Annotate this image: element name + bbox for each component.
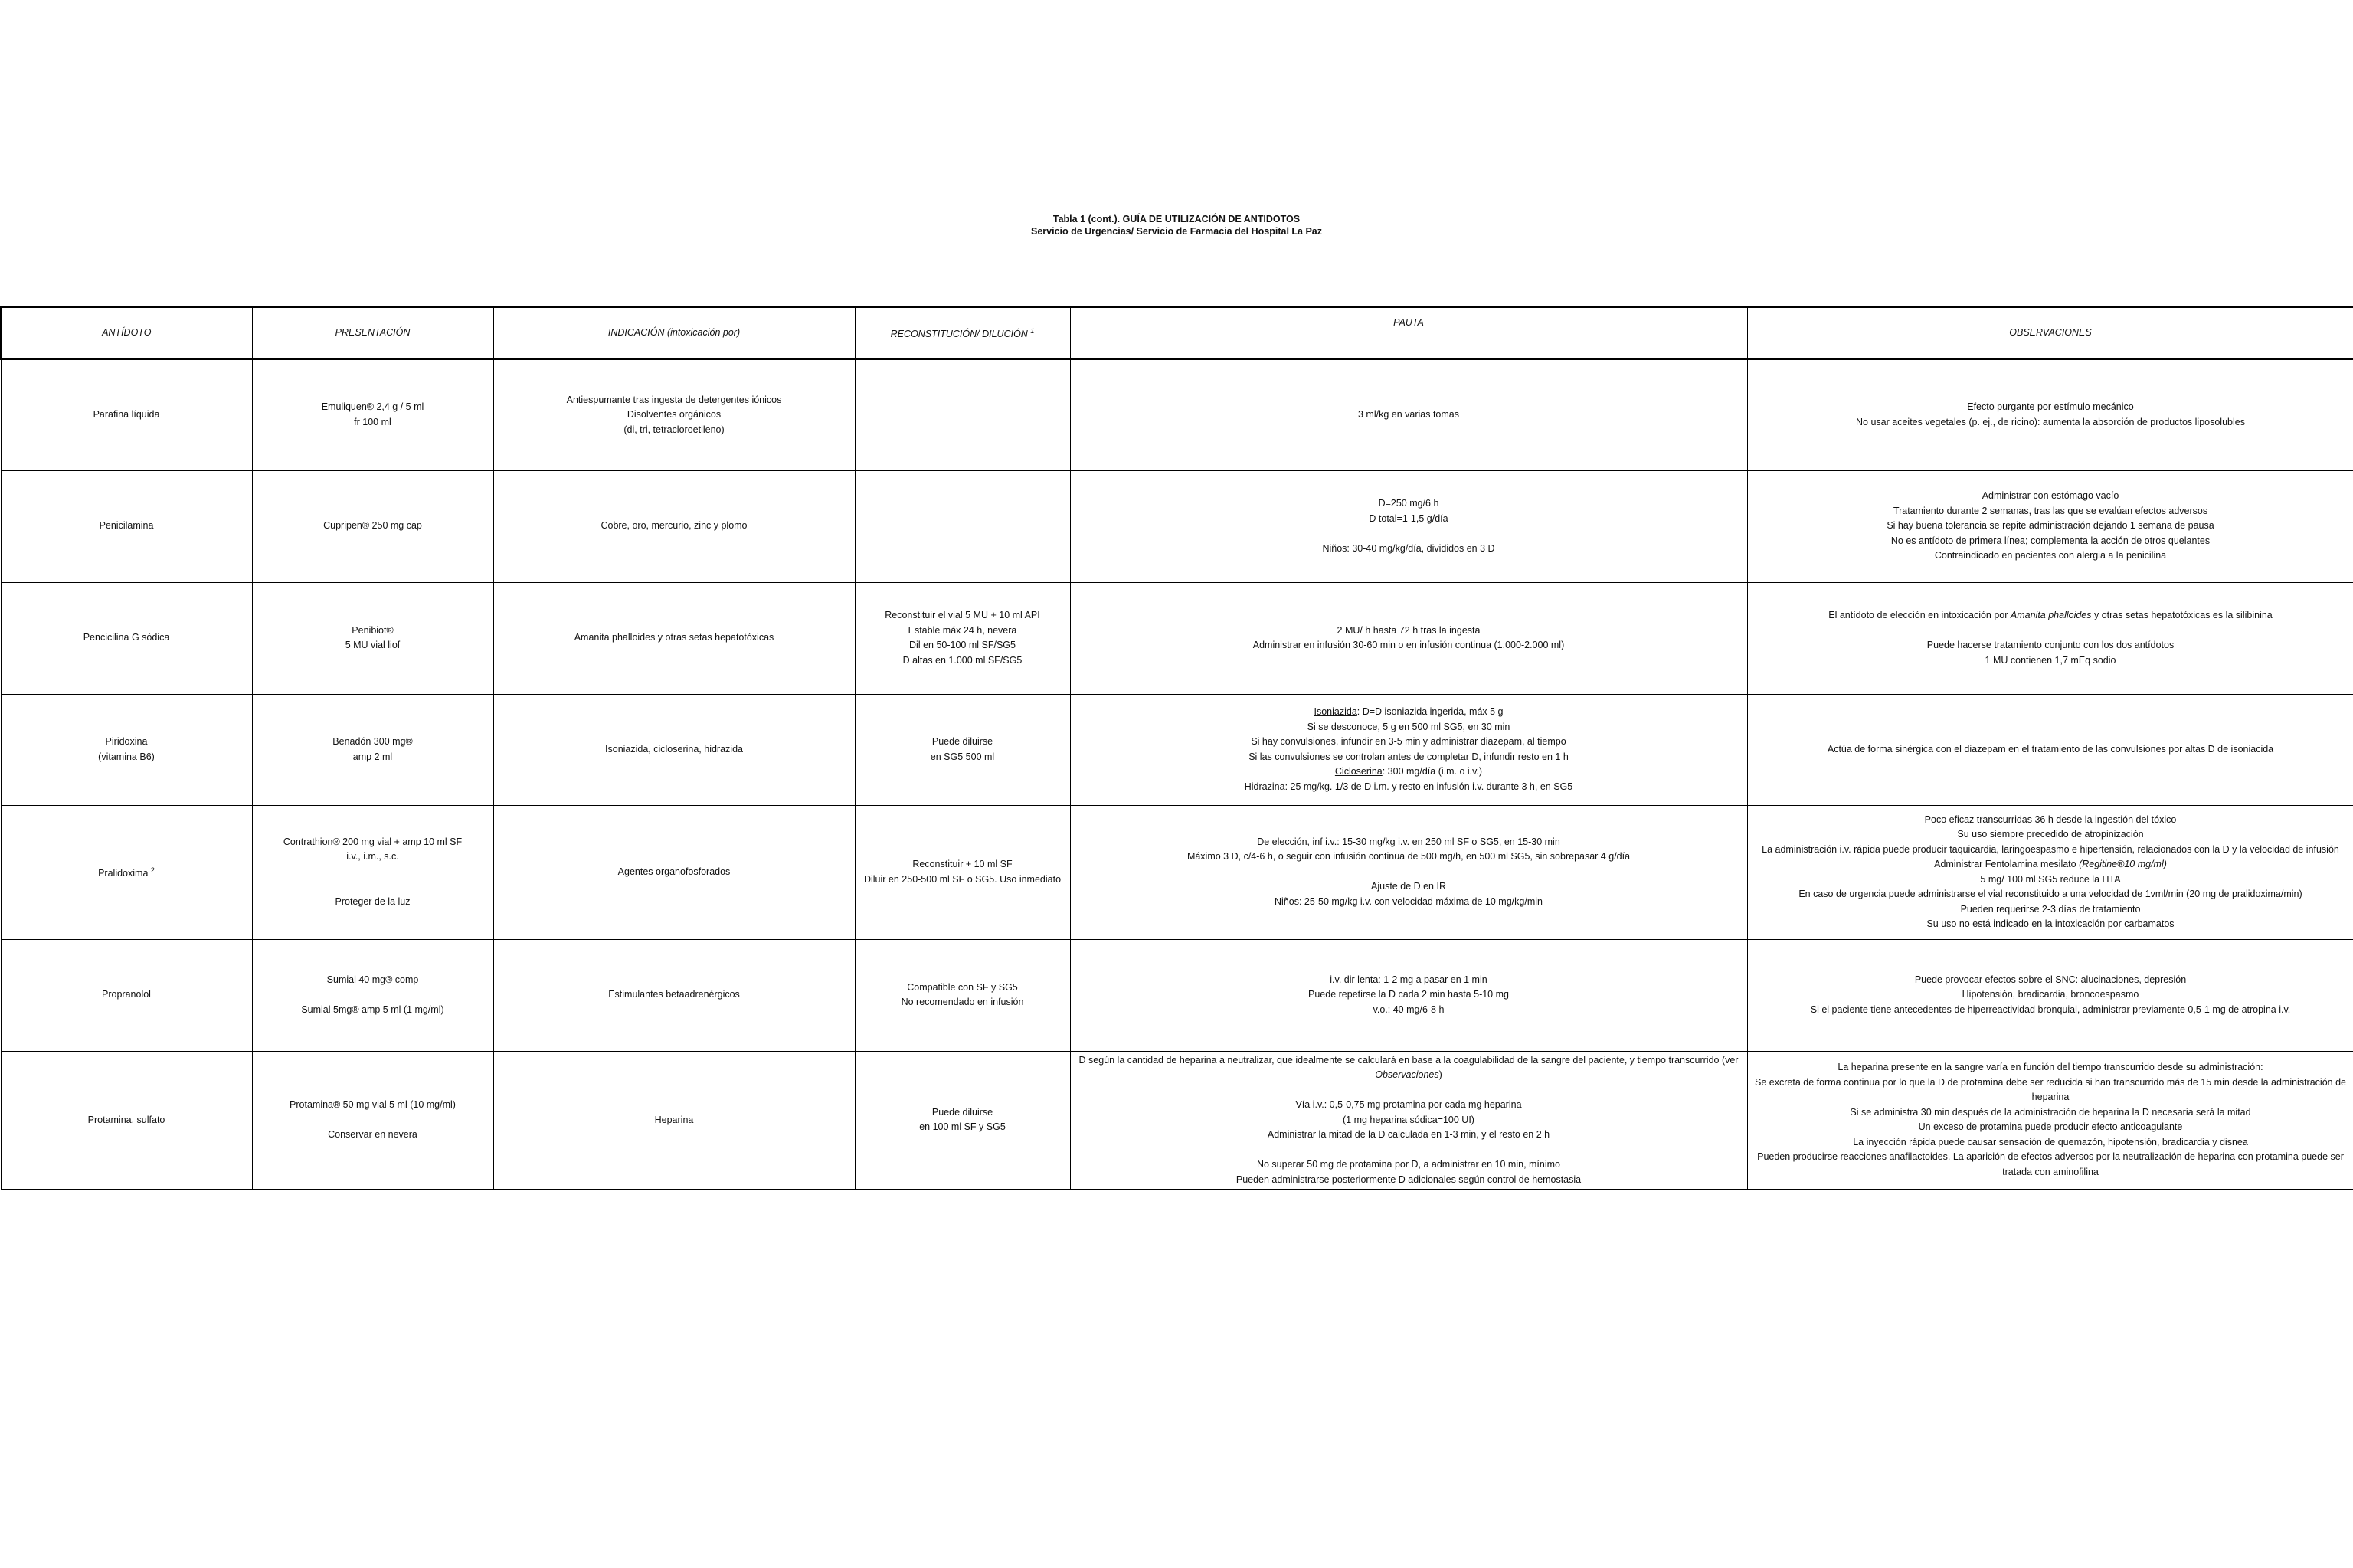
cell-pauta <box>1070 694 1747 805</box>
text-run: Administrar Fentolamina mesilato <box>1934 859 2080 869</box>
text-run: Pralidoxima <box>98 867 151 879</box>
cell-indicacion <box>493 805 855 939</box>
cell-line: Ajuste de D en IR <box>1371 881 1446 892</box>
cell-line: Si se desconoce, 5 g en 500 ml SG5, en 30 min <box>1307 721 1510 732</box>
cell-indicacion <box>493 582 855 694</box>
cell-line: i.v., i.m., s.c. <box>346 851 399 863</box>
text-run: : 25 mg/kg. 1/3 de D i.m. y resto en infusión i.v. durante 3 h, en SG5 <box>1284 781 1573 792</box>
cell-line: Agentes organofosforados <box>617 866 731 877</box>
cell-line: Se excreta de forma continua por lo que la D de protamina debe ser reducida si han transcurrido más de 15 min desde la administración de heparina <box>1755 1076 2346 1103</box>
table-row <box>1 582 2353 694</box>
cell-line <box>1075 526 1743 542</box>
cell-observaciones <box>1747 939 2353 1051</box>
text-run-underlined: Hidrazina <box>1244 781 1285 792</box>
cell-line: La administración i.v. rápida puede producir taquicardia, laringoespasmo e hipertensión, relacionados con la D y la velocidad de infusión <box>1762 843 2339 855</box>
text-run-italic: Amanita phalloides <box>2010 610 2092 620</box>
cell-pauta <box>1070 582 1747 694</box>
cell-line: De elección, inf i.v.: 15-30 mg/kg i.v. en 250 ml SF o SG5, en 15-30 min <box>1257 836 1560 847</box>
cell-line <box>1075 780 1743 795</box>
cell-reconstitucion <box>855 1051 1070 1190</box>
cell-line: Niños: 25-50 mg/kg i.v. con velocidad máxima de 10 mg/kg/min <box>1275 895 1543 907</box>
cell-line: Proteger de la luz <box>335 895 411 907</box>
cell-line: (di, tri, tetracloroetileno) <box>623 424 725 435</box>
footnote-marker: 2 <box>150 866 155 874</box>
cell-line: en 100 ml SF y SG5 <box>919 1121 1006 1133</box>
cell-line: Su uso no está indicado en la intoxicación por carbamatos <box>1926 918 2175 929</box>
cell-line: No usar aceites vegetales (p. ej., de ricino): aumenta la absorción de productos liposolubles <box>1856 416 2245 427</box>
cell-line: Conservar en nevera <box>328 1129 417 1140</box>
cell-line <box>1075 865 1743 880</box>
cell-line: Estable máx 24 h, nevera <box>908 624 1017 636</box>
header-reconstitucion <box>855 307 1070 359</box>
cell-line: Antiespumante tras ingesta de detergentes iónicos <box>566 394 782 405</box>
text-run-italic: Observaciones <box>1375 1069 1439 1080</box>
cell-line: Hipotensión, bradicardia, broncoespasmo <box>1962 989 2139 1000</box>
cell-line: Heparina <box>654 1114 694 1125</box>
cell-line: fr 100 ml <box>354 416 391 427</box>
header-antidoto: ANTÍDOTO <box>1 307 252 359</box>
cell-line: La heparina presente en la sangre varía en función del tiempo transcurrido desde su administración: <box>1838 1062 2263 1073</box>
cell-line: Máximo 3 D, c/4-6 h, o seguir con infusión continua de 500 mg/h, en 500 ml SG5, sin sobrepasar 4 g/día <box>1186 851 1631 863</box>
cell-line: D=250 mg/6 h <box>1378 498 1439 509</box>
text-run: El antídoto de elección en intoxicación por <box>1828 610 2011 620</box>
cell-line: (1 mg heparina sódica=100 UI) <box>1343 1114 1474 1125</box>
cell-antidoto <box>1 582 252 694</box>
cell-line: i.v. dir lenta: 1-2 mg a pasar en 1 min <box>1330 974 1487 985</box>
cell-line: Si hay buena tolerancia se repite administración dejando 1 semana de pausa <box>1887 520 2214 532</box>
header-presentacion: PRESENTACIÓN <box>252 307 493 359</box>
cell-line: Piridoxina <box>105 736 148 747</box>
cell-line <box>1075 1053 1743 1083</box>
cell-antidoto <box>1 470 252 582</box>
cell-indicacion <box>493 359 855 470</box>
cell-line: Cobre, oro, mercurio, zinc y plomo <box>601 520 748 532</box>
cell-line: Contrathion® 200 mg vial + amp 10 ml SF <box>283 836 463 847</box>
cell-line: Protamina® 50 mg vial 5 ml (10 mg/ml) <box>290 1099 456 1110</box>
cell-line: D altas en 1.000 ml SF/SG5 <box>902 654 1023 666</box>
header-pauta: PAUTA <box>1070 307 1747 359</box>
cell-line: Sumial 40 mg® comp <box>326 974 419 985</box>
table-row <box>1 359 2353 470</box>
text-run: ) <box>1438 1069 1442 1080</box>
cell-line: D total=1-1,5 g/día <box>1369 512 1448 524</box>
cell-antidoto <box>1 359 252 470</box>
cell-line: Penibiot® <box>352 624 394 636</box>
header-reconstitucion-label: RECONSTITUCIÓN/ DILUCIÓN <box>890 329 1028 340</box>
cell-line: Si el paciente tiene antecedentes de hiperreactividad bronquial, administrar previamente 0,5-1 mg de atropina i.v. <box>1810 1003 2291 1015</box>
cell-line: Si hay convulsiones, infundir en 3-5 min y administrar diazepam, al tiempo <box>1251 736 1566 747</box>
cell-line: 1 MU contienen 1,7 mEq sodio <box>1985 654 2116 666</box>
table-row <box>1 1051 2353 1190</box>
cell-reconstitucion <box>855 359 1070 470</box>
cell-line: (vitamina B6) <box>98 751 155 762</box>
cell-presentacion <box>252 470 493 582</box>
cell-line: Pencicilina G sódica <box>83 632 170 643</box>
cell-observaciones <box>1747 805 2353 939</box>
cell-line: 3 ml/kg en varias tomas <box>1358 409 1459 420</box>
cell-line <box>1752 857 2349 872</box>
cell-line: Compatible con SF y SG5 <box>907 981 1018 993</box>
table-row <box>1 694 2353 805</box>
text-run-underlined: Isoniazida <box>1314 706 1357 717</box>
cell-reconstitucion <box>855 805 1070 939</box>
cell-line: Niños: 30-40 mg/kg/día, divididos en 3 D <box>1322 542 1495 554</box>
title-line-2: Servicio de Urgencias/ Servicio de Farmacia del Hospital La Paz <box>1030 226 1323 237</box>
table-row <box>1 939 2353 1051</box>
text-run: : D=D isoniazida ingerida, máx 5 g <box>1356 706 1504 717</box>
cell-line: Un exceso de protamina puede producir efecto anticoagulante <box>1918 1121 2183 1133</box>
cell-pauta <box>1070 805 1747 939</box>
cell-line: v.o.: 40 mg/6-8 h <box>1373 1003 1445 1015</box>
cell-reconstitucion <box>855 470 1070 582</box>
cell-line: Puede provocar efectos sobre el SNC: alucinaciones, depresión <box>1914 974 2187 985</box>
cell-line: Si se administra 30 min después de la administración de heparina la D necesaria será la mitad <box>1850 1106 2251 1118</box>
cell-line: No recomendado en infusión <box>901 997 1024 1007</box>
cell-observaciones <box>1747 359 2353 470</box>
cell-presentacion <box>252 805 493 939</box>
cell-line: Si las convulsiones se controlan antes de completar D, infundir resto en 1 h <box>1248 751 1569 762</box>
cell-line <box>257 879 489 895</box>
cell-presentacion <box>252 582 493 694</box>
cell-pauta <box>1070 1051 1747 1190</box>
table-header-row <box>1 307 2353 359</box>
cell-line: Estimulantes betaadrenérgicos <box>608 989 740 1000</box>
cell-line: Diluir en 250-500 ml SF o SG5. Uso inmediato <box>863 873 1062 885</box>
cell-reconstitucion <box>855 939 1070 1051</box>
cell-pauta <box>1070 359 1747 470</box>
cell-observaciones <box>1747 694 2353 805</box>
cell-line: Pueden requerirse 2-3 días de tratamiento <box>1960 903 2141 915</box>
text-run: D según la cantidad de heparina a neutralizar, que idealmente se calculará en base a la coagulabilidad de la sangre del paciente, y tiempo transcurrido (ver <box>1078 1054 1739 1066</box>
cell-line: Propranolol <box>102 989 151 1000</box>
cell-line: Puede diluirse <box>931 736 993 747</box>
cell-line: Su uso siempre precedido de atropinización <box>1957 829 2144 840</box>
cell-line: 5 MU vial liof <box>345 640 401 650</box>
cell-observaciones <box>1747 1051 2353 1190</box>
cell-line <box>257 987 489 1003</box>
cell-line: Reconstituir el vial 5 MU + 10 ml API <box>885 610 1040 620</box>
cell-line: en SG5 500 ml <box>930 751 995 762</box>
cell-line <box>1752 608 2349 624</box>
cell-line: Protamina, sulfato <box>87 1114 165 1125</box>
cell-line: Amanita phalloides y otras setas hepatotóxicas <box>574 632 774 643</box>
cell-line: Cupripen® 250 mg cap <box>323 520 422 532</box>
cell-indicacion <box>493 470 855 582</box>
cell-line: Contraindicado en pacientes con alergia a la penicilina <box>1934 550 2167 561</box>
cell-line <box>1075 705 1743 720</box>
cell-line: Actúa de forma sinérgica con el diazepam en el tratamiento de las convulsiones por altas D de isoniacida <box>1827 743 2274 755</box>
cell-line: Puede hacerse tratamiento conjunto con los dos antídotos <box>1926 640 2175 650</box>
cell-line: Vía i.v.: 0,5-0,75 mg protamina por cada mg heparina <box>1295 1099 1522 1110</box>
cell-line: Dil en 50-100 ml SF/SG5 <box>909 640 1016 650</box>
cell-reconstitucion <box>855 694 1070 805</box>
cell-line: Disolventes orgánicos <box>627 409 722 420</box>
antidote-table <box>0 306 2353 1190</box>
cell-indicacion <box>493 694 855 805</box>
cell-line: La inyección rápida puede causar sensación de quemazón, hipotensión, bradicardia y disnea <box>1853 1136 2248 1147</box>
cell-line <box>257 865 489 880</box>
cell-line: Tratamiento durante 2 semanas, tras las que se evalúan efectos adversos <box>1893 505 2208 516</box>
cell-line: En caso de urgencia puede administrarse el vial reconstituido a una velocidad de 1vml/min (20 mg de pralidoxima/min) <box>1798 889 2302 899</box>
cell-indicacion <box>493 1051 855 1190</box>
cell-antidoto <box>1 805 252 939</box>
cell-line: Sumial 5mg® amp 5 ml (1 mg/ml) <box>301 1003 444 1015</box>
table-row <box>1 805 2353 939</box>
cell-line: Administrar en infusión 30-60 min o en infusión continua (1.000-2.000 ml) <box>1252 640 1565 650</box>
header-reconstitucion-footnote: 1 <box>1030 327 1035 336</box>
cell-line: Penicilamina <box>99 520 154 532</box>
cell-antidoto <box>1 1051 252 1190</box>
cell-line <box>1075 764 1743 780</box>
title-line-1: Tabla 1 (cont.). GUÍA DE UTILIZACIÓN DE ANTIDOTOS <box>1052 214 1301 224</box>
text-run-italic: (Regitine®10 mg/ml) <box>2079 859 2167 869</box>
cell-line: 2 MU/ h hasta 72 h tras la ingesta <box>1337 624 1481 636</box>
cell-observaciones <box>1747 470 2353 582</box>
cell-observaciones <box>1747 582 2353 694</box>
header-observaciones: OBSERVACIONES <box>1747 307 2353 359</box>
cell-presentacion <box>252 939 493 1051</box>
cell-pauta <box>1070 939 1747 1051</box>
cell-presentacion <box>252 694 493 805</box>
table-row <box>1 470 2353 582</box>
document-title <box>0 213 2353 237</box>
cell-line: Puede diluirse <box>931 1106 993 1118</box>
cell-line: Efecto purgante por estímulo mecánico <box>1967 401 2134 413</box>
cell-line: 5 mg/ 100 ml SG5 reduce la HTA <box>1980 873 2121 885</box>
cell-line: Poco eficaz transcurridas 36 h desde la ingestión del tóxico <box>1924 813 2177 825</box>
cell-line: Puede repetirse la D cada 2 min hasta 5-10 mg <box>1308 989 1509 1000</box>
cell-line: Pueden administrarse posteriormente D adicionales según control de hemostasia <box>1235 1174 1582 1185</box>
text-run: : 300 mg/día (i.m. o i.v.) <box>1382 766 1483 777</box>
cell-line: Pueden producirse reacciones anafilactoides. La aparición de efectos adversos por la neutralización de heparina con protamina puede ser tratada con aminofilina <box>1757 1151 2344 1177</box>
cell-line: Administrar con estómago vacío <box>1982 490 2119 502</box>
header-indicacion: INDICACIÓN (intoxicación por) <box>493 307 855 359</box>
cell-line <box>1075 1083 1743 1098</box>
cell-line: Reconstituir + 10 ml SF <box>912 859 1013 869</box>
cell-line: Parafina líquida <box>93 409 160 420</box>
cell-pauta <box>1070 470 1747 582</box>
cell-presentacion <box>252 1051 493 1190</box>
cell-line: No es antídoto de primera línea; complementa la acción de otros quelantes <box>1890 535 2211 546</box>
cell-line: Emuliquen® 2,4 g / 5 ml <box>321 401 424 413</box>
text-run: y otras setas hepatotóxicas es la silibinina <box>2091 610 2273 620</box>
cell-line: Benadón 300 mg® <box>332 736 413 747</box>
text-run-underlined: Cicloserina <box>1334 766 1383 777</box>
cell-line: No superar 50 mg de protamina por D, a administrar en 10 min, mínimo <box>1256 1159 1560 1170</box>
cell-line: Administrar la mitad de la D calculada en 1-3 min, y el resto en 2 h <box>1267 1129 1550 1140</box>
cell-antidoto <box>1 694 252 805</box>
cell-antidoto <box>1 939 252 1051</box>
cell-reconstitucion <box>855 582 1070 694</box>
cell-line <box>1752 624 2349 639</box>
cell-line <box>257 1113 489 1128</box>
cell-presentacion <box>252 359 493 470</box>
cell-line: Isoniazida, cicloserina, hidrazida <box>605 743 743 755</box>
cell-line <box>1075 1143 1743 1158</box>
cell-indicacion <box>493 939 855 1051</box>
cell-line: amp 2 ml <box>352 751 393 762</box>
